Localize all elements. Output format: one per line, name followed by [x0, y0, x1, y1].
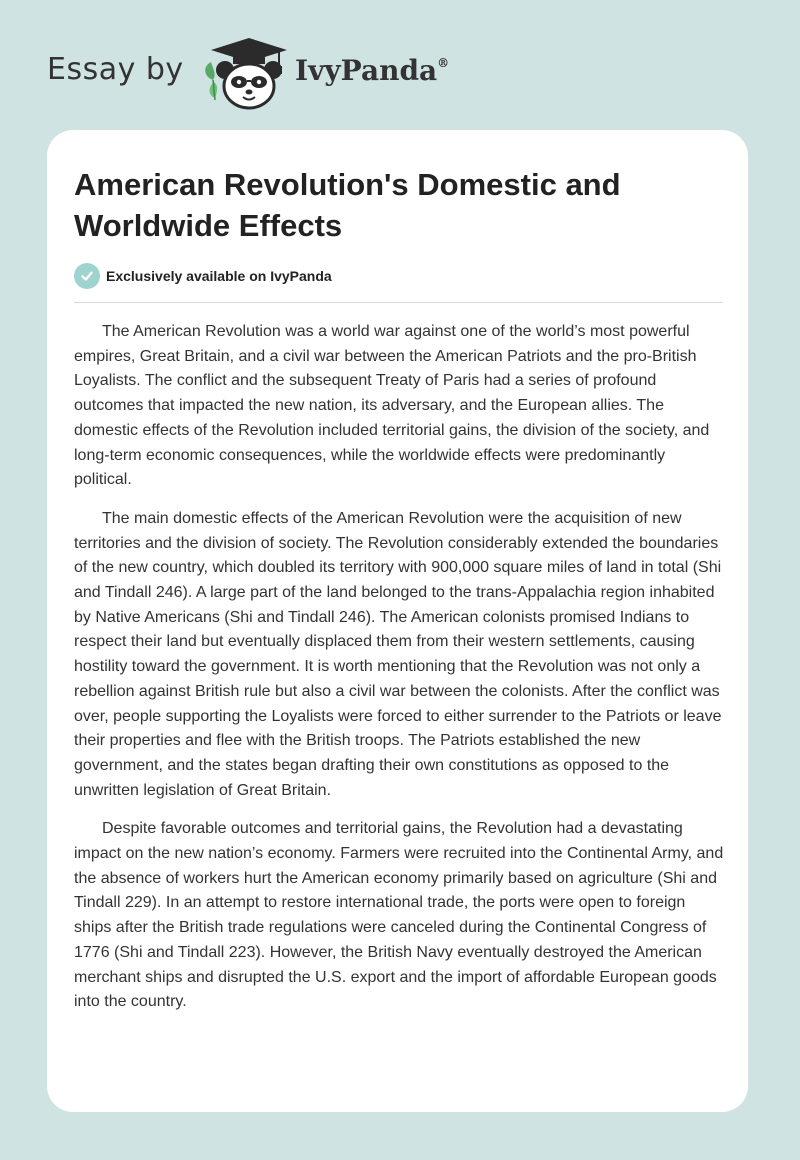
brand-name[interactable]: [295, 54, 449, 87]
essay-paragraph-3: Despite favorable outcomes and territorial gains, the Revolution had a devastating impact on the new nation’s economy. Farmers were recruited into the Continental Army, and the absence of workers hurt the American economy primarily based on agriculture (Shi and Tindall 229). In an attempt to restore international trade, the ports were open to foreign ships after the British trade regulations were canceled during the Continental Congress of 1776 (Shi and Tindall 223). However, the British Navy eventually destroyed the American merchant ships and disrupted the U.S. export and the import of affordable European goods into the country.: [74, 820, 724, 1011]
essay-paragraph-1: The American Revolution was a world war against one of the world’s most powerful empires, Great Britain, and a civil war between the American Patriots and the pro-British Loyalists. The conflict and the subsequent Treaty of Paris had a series of profound outcomes that impacted the new nation, its adversary, and the European allies. The domestic effects of the Revolution included territorial gains, the division of the society, and long-term economic consequences, while the worldwide effects were predominantly political.: [74, 323, 710, 489]
registered-mark: ®: [437, 56, 450, 70]
site-header: [47, 36, 467, 110]
essay-body: [74, 320, 725, 1029]
divider: [74, 302, 723, 303]
exclusive-badge: [74, 263, 332, 289]
panda-logo-icon[interactable]: [201, 36, 291, 110]
essay-paragraph-2: The main domestic effects of the American Revolution were the acquisition of new territories and the division of society. The Revolution considerably extended the boundaries of the new country, which doubled its territory with 900,000 square miles of land in total (Shi and Tindall 246). A large part of the land belonged to the trans-Appalachia region inhabited by Native Americans (Shi and Tindall 246). The American colonists promised Indians to respect their land but eventually displaced them from their western settlements, causing hostility toward the government. It is worth mentioning that the Revolution was not only a rebellion against British rule but also a civil war between the colonists. After the conflict was over, people supporting the Loyalists were forced to either surrender to the Patriots or leave their properties and flee with the British troops. The Patriots established the new government, and the states began drafting their own constitutions as opposed to the unwritten legislation of Great Britain.: [74, 509, 722, 799]
brand-name-text: IvyPanda: [295, 54, 438, 87]
essay-card: [47, 130, 748, 1112]
essay-title: American Revolution's Domestic and Worldwide Effects: [74, 167, 621, 243]
exclusive-badge-label: Exclusively available on IvyPanda: [106, 268, 332, 284]
essay-by-label: Essay by: [47, 52, 184, 87]
check-icon: [74, 263, 100, 289]
